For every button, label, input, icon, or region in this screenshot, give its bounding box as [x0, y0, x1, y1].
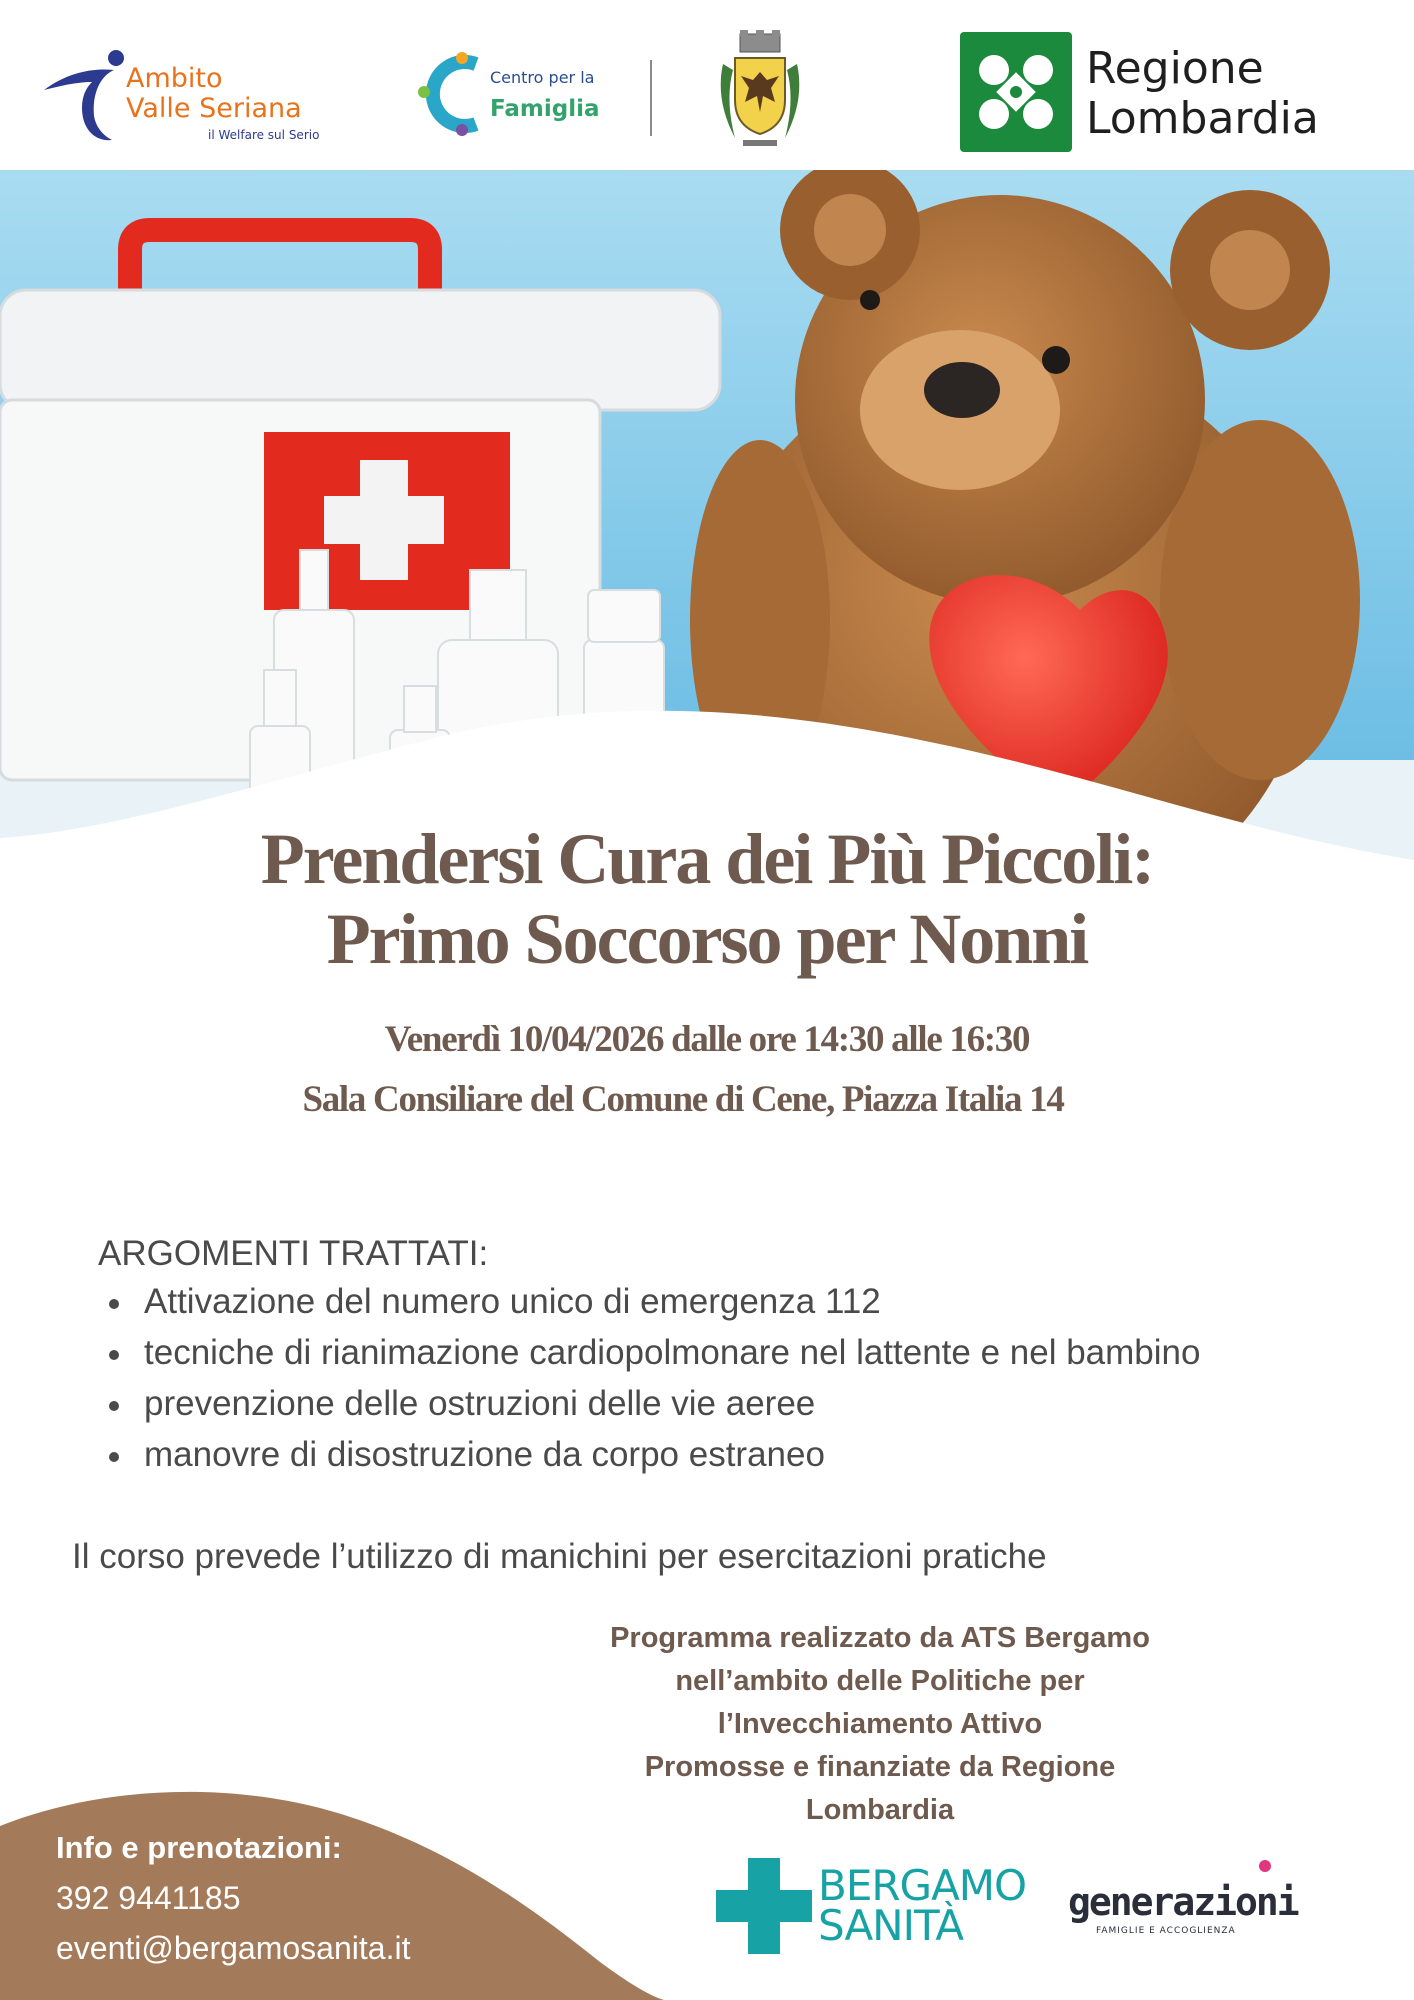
generazioni-logo: generazioni — [1068, 1880, 1298, 1924]
program-line: l’Invecchiamento Attivo — [717, 1708, 1043, 1740]
regione-line2: Lombardia — [1086, 93, 1319, 144]
event-title-line2: Primo Soccorso per Nonni — [326, 899, 1088, 979]
info-heading: Info e prenotazioni: — [56, 1830, 342, 1865]
centro-famiglia-line1: Centro per la — [490, 68, 595, 87]
topic-item: Attivazione del numero unico di emergenza 112 — [106, 1276, 1326, 1327]
ambito-line2: Valle Seriana — [126, 93, 302, 124]
regione-lombardia-mark — [960, 32, 1072, 152]
ambito-line1: Ambito — [126, 63, 223, 94]
header-logos — [0, 0, 1414, 170]
ambito-tagline: il Welfare sul Serio — [208, 128, 320, 142]
topic-item: manovre di disostruzione da corpo estraneo — [106, 1429, 1326, 1480]
bergamo-sanita-cross-icon — [716, 1858, 812, 1954]
bergamo-sanita-line2: SANITÀ — [818, 1901, 964, 1950]
program-line: Programma realizzato da ATS Bergamo — [610, 1622, 1150, 1654]
topics-heading: ARGOMENTI TRATTATI: — [98, 1234, 489, 1273]
regione-rose-icon — [960, 32, 1072, 152]
municipal-crest-icon — [705, 30, 815, 160]
bergamo-sanita-line1: BERGAMO — [818, 1861, 1027, 1910]
program-line: Lombardia — [805, 1794, 955, 1826]
generazioni-dot-icon — [1258, 1858, 1272, 1874]
event-date-time: Venerdì 10/04/2026 dalle ore 14:30 alle 16:30 — [384, 1019, 1030, 1060]
event-venue: Sala Consiliare del Comune di Cene, Piazza Italia 14 — [302, 1079, 1064, 1120]
centro-famiglia-logo-icon — [418, 52, 484, 136]
program-line: Promosse e finanziate da Regione — [644, 1751, 1116, 1783]
topics-list — [106, 1276, 1326, 1480]
ambito-valle-seriana-logo-icon — [42, 46, 132, 146]
topic-item: prevenzione delle ostruzioni delle vie aeree — [106, 1378, 1326, 1429]
info-email[interactable]: eventi@bergamosanita.it — [56, 1930, 411, 1966]
hero-image — [0, 170, 1414, 870]
program-line: nell’ambito delle Politiche per — [675, 1665, 1085, 1697]
generazioni-subtitle: FAMIGLIE E ACCOGLIENZA — [1096, 1926, 1236, 1936]
centro-famiglia-line2: Famiglia — [490, 96, 600, 122]
event-title-line1: Prendersi Cura dei Più Piccoli: — [260, 819, 1154, 899]
topic-item: tecniche di rianimazione cardiopolmonare nel lattente e nel bambino — [106, 1327, 1326, 1378]
logo-divider — [650, 60, 652, 136]
info-phone[interactable]: 392 9441185 — [56, 1880, 241, 1916]
regione-line1: Regione — [1086, 43, 1264, 94]
course-note: Il corso prevede l’utilizzo di manichini per esercitazioni pratiche — [72, 1537, 1047, 1576]
